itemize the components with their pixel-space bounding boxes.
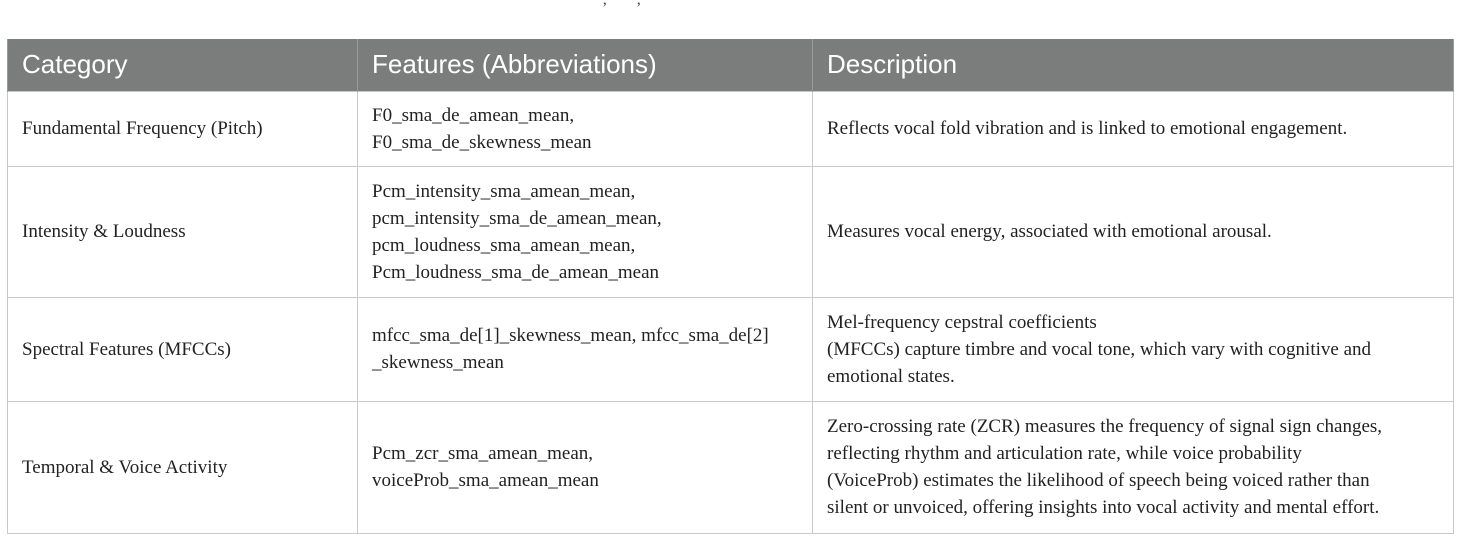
header-features: Features (Abbreviations) [358,39,813,91]
top-mark: ’ [636,0,642,17]
category-cell: Intensity & Loudness [8,166,358,297]
description-cell [813,401,1454,533]
header-description: Description [813,39,1454,91]
feature-line: pcm_loudness_sma_amean_mean, [372,234,636,256]
description-line: (MFCCs) capture timbre and vocal tone, which vary with cognitive and [827,338,1372,360]
header-category: Category [8,39,358,91]
table-row [8,297,1454,401]
description-cell [813,166,1454,297]
description-line: silent or unvoiced, offering insights into vocal activity and mental effort. [827,497,1380,518]
description-line: reflecting rhythm and articulation rate, while voice probability [827,443,1302,464]
table-row [8,401,1454,533]
feature-line: Pcm_loudness_sma_de_amean_mean [372,261,660,283]
top-marks [598,0,658,20]
description-line: (VoiceProb) estimates the likelihood of speech being voiced rather than [827,470,1370,491]
features-cell [358,297,813,401]
feature-line: pcm_intensity_sma_de_amean_mean, [372,207,662,229]
features-cell [358,166,813,297]
features-table [7,39,1454,534]
feature-line: F0_sma_de_skewness_mean [372,131,592,153]
table-row [8,91,1454,166]
feature-line: mfcc_sma_de[1]_skewness_mean, mfcc_sma_de[2] [372,325,769,346]
feature-line: F0_sma_de_amean_mean, [372,104,575,126]
description-line: Zero-crossing rate (ZCR) measures the frequency of signal sign changes, [827,416,1383,437]
table-header-row [8,39,1454,91]
category-cell: Fundamental Frequency (Pitch) [8,91,358,166]
feature-line: _skewness_mean [372,352,504,373]
features-cell [358,91,813,166]
description-line: Measures vocal energy, associated with emotional arousal. [827,221,1272,242]
feature-line: Pcm_intensity_sma_amean_mean, [372,180,636,202]
description-line: emotional states. [827,365,955,387]
category-cell: Temporal & Voice Activity [8,401,358,533]
feature-line: Pcm_zcr_sma_amean_mean, [372,443,594,464]
top-mark: ’ [602,0,608,17]
description-line: Reflects vocal fold vibration and is linked to emotional engagement. [827,118,1348,139]
category-cell: Spectral Features (MFCCs) [8,297,358,401]
description-cell [813,297,1454,401]
table-row [8,166,1454,297]
description-cell [813,91,1454,166]
description-line: Mel-frequency cepstral coefficients [827,311,1097,333]
features-cell [358,401,813,533]
feature-line: voiceProb_sma_amean_mean [372,470,599,491]
